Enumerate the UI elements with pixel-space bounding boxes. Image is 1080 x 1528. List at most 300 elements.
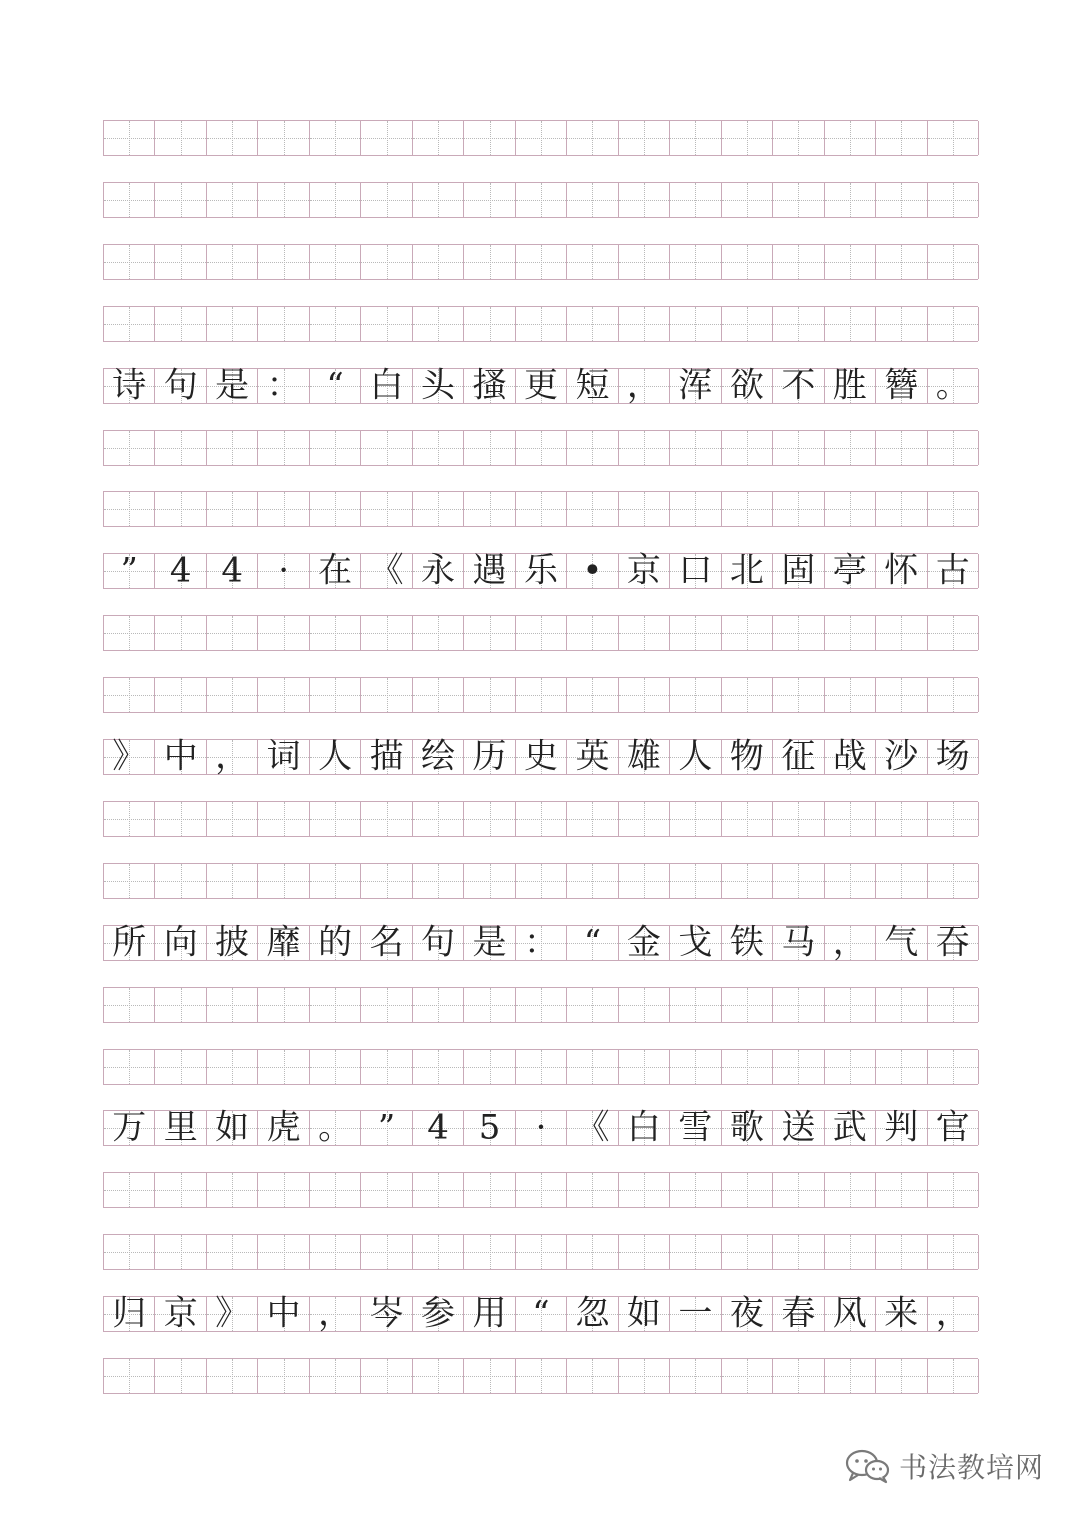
grid-cell [516, 121, 567, 155]
grid-row [103, 120, 978, 156]
grid-cell [310, 1235, 361, 1269]
grid-cell [928, 183, 979, 217]
grid-cell [258, 864, 309, 898]
grid-cell [104, 864, 155, 898]
grid-cell [413, 1235, 464, 1269]
grid-cell [722, 550, 773, 591]
grid-cell [516, 492, 567, 526]
grid-cell [361, 431, 412, 465]
grid-cell [825, 550, 876, 591]
grid-character: 短 [575, 365, 610, 406]
grid-cell [670, 1173, 721, 1207]
grid-cell [258, 365, 309, 406]
grid-cell [928, 1107, 979, 1148]
grid-character: • [582, 550, 603, 591]
grid-cell [722, 245, 773, 279]
grid-cell [773, 988, 824, 1022]
grid-character: 气 [884, 922, 919, 963]
grid-cell [619, 864, 670, 898]
grid-cell [670, 864, 721, 898]
grid-cell [361, 550, 412, 591]
grid-cell [413, 431, 464, 465]
grid-cell [516, 1050, 567, 1084]
grid-cell [413, 864, 464, 898]
grid-cell [567, 864, 618, 898]
grid-cell [722, 1235, 773, 1269]
grid-cell [155, 1050, 206, 1084]
grid-cell [825, 1173, 876, 1207]
grid-cell [413, 121, 464, 155]
grid-cell [928, 1235, 979, 1269]
grid-cell [464, 121, 515, 155]
grid-cell [670, 431, 721, 465]
grid-character: 来 [884, 1293, 919, 1334]
grid-character: 句 [421, 922, 456, 963]
grid-cell [876, 1235, 927, 1269]
grid-cell [722, 307, 773, 341]
grid-character: · [535, 1107, 547, 1148]
grid-cell [413, 1107, 464, 1148]
grid-cell [619, 1107, 670, 1148]
grid-cell [825, 1235, 876, 1269]
grid-cell [464, 616, 515, 650]
grid-cell [516, 1293, 567, 1334]
grid-character: 参 [421, 1293, 456, 1334]
grid-cell [567, 988, 618, 1022]
grid-character: 人 [318, 736, 353, 777]
grid-cell [155, 922, 206, 963]
grid-cell [516, 616, 567, 650]
grid-cell [567, 678, 618, 712]
grid-cell [258, 616, 309, 650]
grid-cell [825, 616, 876, 650]
grid-character: 。 [318, 1107, 353, 1148]
grid-cell [876, 1173, 927, 1207]
grid-cell [464, 1359, 515, 1393]
grid-cell [567, 1293, 618, 1334]
grid-character: 搔 [472, 365, 507, 406]
grid-cell [310, 1293, 361, 1334]
grid-character: 京 [626, 550, 661, 591]
grid-cell [310, 678, 361, 712]
grid-cell [207, 1050, 258, 1084]
grid-cell [567, 1173, 618, 1207]
grid-cell [258, 736, 309, 777]
grid-cell [310, 365, 361, 406]
grid-cell [619, 550, 670, 591]
grid-character: ： [523, 922, 558, 963]
grid-cell [258, 183, 309, 217]
grid-cell [876, 183, 927, 217]
grid-cell [722, 183, 773, 217]
grid-cell [619, 307, 670, 341]
grid-cell [928, 431, 979, 465]
grid-cell [516, 550, 567, 591]
grid-cell [207, 736, 258, 777]
grid-cell [516, 1235, 567, 1269]
grid-cell [773, 922, 824, 963]
grid-cell [258, 678, 309, 712]
grid-cell [155, 550, 206, 591]
grid-cell [876, 802, 927, 836]
grid-cell [155, 307, 206, 341]
grid-character: 4 [221, 550, 243, 591]
grid-cell [361, 988, 412, 1022]
grid-character: 中 [163, 736, 198, 777]
grid-character: 如 [215, 1107, 250, 1148]
grid-cell [413, 988, 464, 1022]
grid-character: ， [626, 365, 661, 406]
grid-character: 吞 [935, 922, 970, 963]
grid-cell [722, 492, 773, 526]
grid-character: 在 [318, 550, 353, 591]
grid-character: 用 [472, 1293, 507, 1334]
grid-character: 》 [215, 1293, 250, 1334]
grid-cell [155, 365, 206, 406]
grid-cell [464, 550, 515, 591]
grid-cell [155, 1173, 206, 1207]
grid-cell [155, 183, 206, 217]
grid-cell [567, 1107, 618, 1148]
grid-cell [310, 183, 361, 217]
grid-cell [928, 121, 979, 155]
grid-character: 胜 [832, 365, 867, 406]
grid-cell [825, 1050, 876, 1084]
grid-character: 征 [781, 736, 816, 777]
grid-character: “ [583, 922, 602, 963]
grid-cell [928, 492, 979, 526]
grid-cell [413, 922, 464, 963]
grid-row [103, 1234, 978, 1270]
grid-cell [876, 616, 927, 650]
grid-cell [928, 1293, 979, 1334]
grid-cell [773, 1050, 824, 1084]
grid-row [103, 987, 978, 1023]
grid-cell [464, 307, 515, 341]
grid-character: 欲 [729, 365, 764, 406]
grid-cell [670, 492, 721, 526]
grid-cell [825, 307, 876, 341]
grid-character: 固 [781, 550, 816, 591]
grid-cell [670, 1235, 721, 1269]
grid-cell [567, 183, 618, 217]
grid-cell [207, 550, 258, 591]
grid-cell [876, 307, 927, 341]
grid-cell [928, 802, 979, 836]
grid-cell [619, 678, 670, 712]
grid-character: 句 [163, 365, 198, 406]
grid-cell [207, 1293, 258, 1334]
grid-cell [207, 864, 258, 898]
grid-cell [773, 365, 824, 406]
grid-cell [155, 121, 206, 155]
grid-cell [825, 183, 876, 217]
grid-cell [876, 245, 927, 279]
grid-row [103, 365, 978, 406]
grid-character: ” [120, 550, 138, 591]
grid-cell [928, 616, 979, 650]
grid-cell [258, 307, 309, 341]
grid-cell [928, 988, 979, 1022]
grid-cell [876, 922, 927, 963]
grid-cell [825, 1293, 876, 1334]
grid-row [103, 863, 978, 899]
grid-cell [670, 1293, 721, 1334]
grid-cell [464, 1050, 515, 1084]
grid-cell [619, 492, 670, 526]
grid-cell [876, 550, 927, 591]
grid-cell [361, 1235, 412, 1269]
grid-character: 物 [729, 736, 764, 777]
grid-cell [258, 492, 309, 526]
grid-row [103, 922, 978, 963]
grid-cell [155, 988, 206, 1022]
grid-character: ， [215, 736, 250, 777]
grid-row [103, 1049, 978, 1085]
grid-cell [310, 736, 361, 777]
grid-character: 《 [575, 1107, 610, 1148]
grid-cell [413, 307, 464, 341]
grid-cell [722, 922, 773, 963]
grid-cell [825, 736, 876, 777]
grid-cell [464, 431, 515, 465]
grid-character: 忽 [575, 1293, 610, 1334]
grid-cell [516, 802, 567, 836]
grid-row [103, 244, 978, 280]
grid-cell [773, 616, 824, 650]
grid-cell [928, 365, 979, 406]
grid-cell [464, 1173, 515, 1207]
grid-cell [670, 307, 721, 341]
grid-cell [773, 1293, 824, 1334]
grid-cell [464, 922, 515, 963]
grid-character: 战 [832, 736, 867, 777]
grid-cell [258, 550, 309, 591]
grid-cell [464, 736, 515, 777]
grid-character: 风 [832, 1293, 867, 1334]
watermark [845, 1446, 1044, 1486]
grid-cell [567, 492, 618, 526]
grid-cell [207, 678, 258, 712]
grid-cell [104, 678, 155, 712]
grid-character: 铁 [729, 922, 764, 963]
grid-cell [773, 431, 824, 465]
grid-cell [207, 1359, 258, 1393]
grid-cell [207, 1107, 258, 1148]
grid-cell [670, 988, 721, 1022]
grid-cell [258, 431, 309, 465]
grid-character: 场 [935, 736, 970, 777]
grid-character: 白 [369, 365, 404, 406]
grid-character: 马 [781, 922, 816, 963]
grid-cell [104, 616, 155, 650]
grid-character: 白 [626, 1107, 661, 1148]
grid-cell [670, 678, 721, 712]
grid-row [103, 491, 978, 527]
grid-cell [876, 864, 927, 898]
grid-cell [155, 802, 206, 836]
grid-cell [722, 802, 773, 836]
grid-cell [310, 1173, 361, 1207]
grid-cell [413, 550, 464, 591]
grid-cell [104, 245, 155, 279]
grid-row [103, 615, 978, 651]
grid-cell [361, 802, 412, 836]
grid-cell [928, 1173, 979, 1207]
grid-cell [928, 245, 979, 279]
grid-cell [310, 1359, 361, 1393]
grid-cell [104, 922, 155, 963]
grid-character: 乐 [523, 550, 558, 591]
grid-cell [670, 183, 721, 217]
grid-cell [619, 616, 670, 650]
grid-cell [155, 492, 206, 526]
grid-character: 4 [169, 550, 192, 591]
grid-cell [155, 864, 206, 898]
grid-cell [619, 736, 670, 777]
grid-character: 歌 [729, 1107, 764, 1148]
grid-cell [413, 492, 464, 526]
grid-cell [464, 988, 515, 1022]
grid-cell [773, 550, 824, 591]
grid-cell [310, 864, 361, 898]
grid-character: 永 [421, 550, 456, 591]
grid-cell [413, 736, 464, 777]
grid-cell [361, 307, 412, 341]
grid-character: 《 [369, 550, 404, 591]
grid-character: 描 [369, 736, 404, 777]
grid-character: 遇 [472, 550, 507, 591]
grid-row [103, 550, 978, 591]
grid-cell [670, 1107, 721, 1148]
grid-cell [207, 1235, 258, 1269]
grid-cell [258, 922, 309, 963]
grid-character: 沙 [884, 736, 919, 777]
grid-character: “ [326, 365, 344, 406]
grid-cell [928, 678, 979, 712]
grid-cell [773, 307, 824, 341]
grid-cell [567, 736, 618, 777]
grid-cell [619, 802, 670, 836]
grid-cell [207, 802, 258, 836]
grid-character: 怀 [884, 550, 919, 591]
grid-cell [413, 245, 464, 279]
grid-character: 披 [215, 922, 250, 963]
grid-character: 口 [678, 550, 713, 591]
grid-character: “ [532, 1293, 550, 1334]
grid-cell [825, 1107, 876, 1148]
grid-cell [155, 736, 206, 777]
grid-cell [413, 678, 464, 712]
grid-cell [104, 1235, 155, 1269]
grid-cell [413, 183, 464, 217]
grid-cell [670, 736, 721, 777]
grid-character: 4 [427, 1107, 449, 1148]
grid-character: 词 [266, 736, 301, 777]
grid-cell [876, 1293, 927, 1334]
grid-cell [310, 616, 361, 650]
grid-row [103, 801, 978, 837]
grid-character: 岑 [369, 1293, 404, 1334]
grid-cell [619, 431, 670, 465]
grid-cell [361, 1359, 412, 1393]
grid-cell [258, 802, 309, 836]
grid-cell [104, 183, 155, 217]
grid-row [103, 677, 978, 713]
grid-cell [155, 245, 206, 279]
grid-cell [722, 1050, 773, 1084]
grid-character: 春 [781, 1293, 816, 1334]
grid-cell [207, 1173, 258, 1207]
grid-cell [464, 1235, 515, 1269]
grid-cell [361, 365, 412, 406]
grid-cell [722, 121, 773, 155]
grid-cell [310, 550, 361, 591]
grid-cell [825, 864, 876, 898]
grid-cell [464, 678, 515, 712]
grid-cell [207, 988, 258, 1022]
grid-cell [258, 1050, 309, 1084]
grid-cell [361, 736, 412, 777]
grid-cell [670, 616, 721, 650]
grid-cell [567, 365, 618, 406]
grid-cell [104, 1107, 155, 1148]
grid-character: 向 [163, 922, 198, 963]
grid-cell [567, 550, 618, 591]
grid-cell [207, 616, 258, 650]
grid-cell [825, 245, 876, 279]
grid-cell [258, 1293, 309, 1334]
grid-cell [258, 1235, 309, 1269]
grid-character: 人 [678, 736, 713, 777]
grid-cell [258, 1359, 309, 1393]
grid-character: 京 [163, 1293, 198, 1334]
grid-cell [104, 121, 155, 155]
grid-cell [207, 365, 258, 406]
grid-cell [670, 922, 721, 963]
grid-cell [516, 736, 567, 777]
grid-character: 头 [421, 365, 456, 406]
grid-cell [876, 492, 927, 526]
grid-cell [310, 1107, 361, 1148]
grid-cell [413, 616, 464, 650]
grid-cell [876, 678, 927, 712]
grid-cell [773, 864, 824, 898]
grid-cell [413, 1293, 464, 1334]
grid-cell [876, 988, 927, 1022]
grid-cell [361, 245, 412, 279]
grid-cell [310, 245, 361, 279]
grid-character: 雄 [626, 736, 661, 777]
grid-cell [104, 431, 155, 465]
grid-cell [104, 1173, 155, 1207]
grid-cell [104, 550, 155, 591]
grid-cell [464, 864, 515, 898]
grid-cell [361, 1107, 412, 1148]
grid-cell [464, 1107, 515, 1148]
grid-cell [361, 922, 412, 963]
grid-cell [155, 1235, 206, 1269]
grid-cell [619, 1293, 670, 1334]
grid-cell [104, 1293, 155, 1334]
grid-cell [825, 365, 876, 406]
grid-cell [670, 1050, 721, 1084]
grid-row [103, 306, 978, 342]
grid-cell [876, 365, 927, 406]
grid-cell [773, 1359, 824, 1393]
grid-cell [619, 922, 670, 963]
grid-cell [670, 121, 721, 155]
